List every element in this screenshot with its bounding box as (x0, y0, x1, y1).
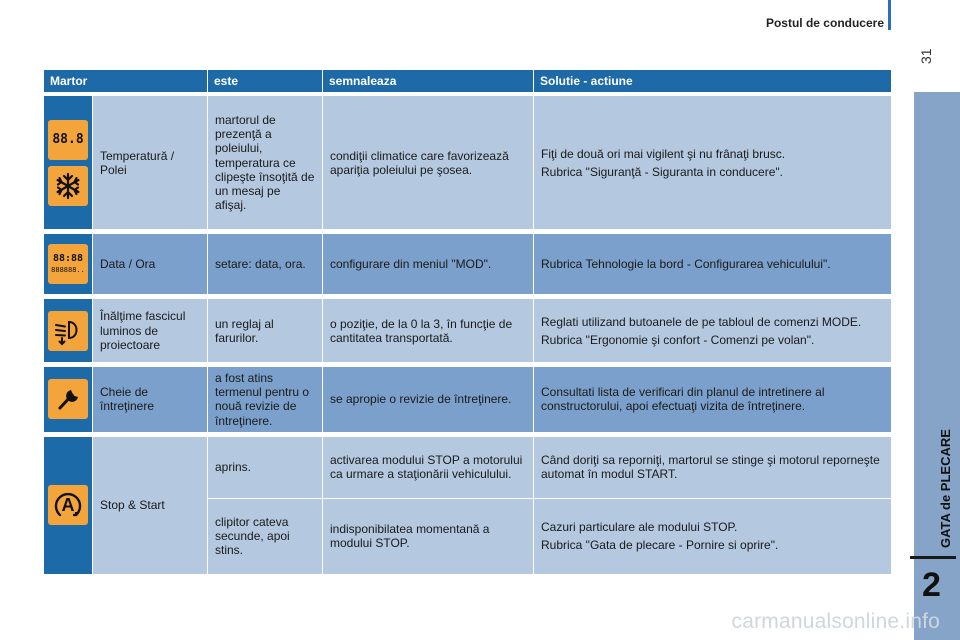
solution-line: Rubrica "Gata de plecare - Pornire si oprire". (541, 538, 779, 553)
row-semnaleaza: condiţii climatice care favorizează apariţia poleiului pe şosea. (323, 96, 534, 230)
stop-start-icon (48, 485, 88, 525)
chapter-label: GATA de PLECARE (938, 429, 953, 548)
row-semnaleaza: activarea modului STOP a motorului ca urmare a staţionării vehiculului. (323, 437, 534, 499)
temperature-display-icon: 88.8 (48, 120, 88, 160)
table-row (44, 234, 892, 295)
solution-line: Cazuri particulare ale modului STOP. (541, 520, 738, 535)
solution-line: Rubrica Tehnologie la bord - Configurarea vehiculului". (541, 257, 831, 272)
page-number-area (918, 42, 938, 68)
row-name: Stop & Start (93, 437, 208, 575)
headlamp-beam-height-icon (48, 311, 88, 351)
chapter-number: 2 (922, 566, 941, 604)
icon-cell (44, 96, 93, 230)
row-name: Data / Ora (93, 234, 208, 295)
row-solutie (534, 437, 892, 499)
row-solutie (534, 234, 892, 295)
row-semnaleaza: indisponibilatea momentană a modului STOP. (323, 499, 534, 575)
solution-line: Reglati utilizand butoanele de pe tabloul de comenzi MODE. (541, 314, 862, 329)
snowflake-icon (48, 166, 88, 206)
chapter-tab-rule (910, 556, 956, 559)
icon-cell (44, 299, 93, 363)
wrench-icon (48, 379, 88, 419)
row-name: Înălţime fascicul luminos de proiectoare (93, 299, 208, 363)
date-time-display-top: 88:88 (52, 253, 84, 265)
table-row (44, 367, 892, 433)
row-semnaleaza: se apropie o revizie de întreţinere. (323, 367, 534, 433)
column-header-martor: Martor (44, 70, 208, 92)
table-row (44, 437, 892, 499)
table-row (44, 299, 892, 363)
row-este: un reglaj al farurilor. (208, 299, 323, 363)
solution-line: Fiţi de două ori mai vigilent şi nu frânaţi brusc. (541, 146, 786, 161)
page-number: 31 (918, 48, 934, 64)
watermark: carmanualsonline.info (731, 610, 940, 633)
row-semnaleaza: configurare din meniul "MOD". (323, 234, 534, 295)
solution-line: Când doriţi sa reporniţi, martorul se stinge şi motorul reporneşte automat în modul START. (541, 453, 880, 482)
row-name: Cheie de întreţinere (93, 367, 208, 433)
row-solutie (534, 499, 892, 575)
row-name: Temperatură / Polei (93, 96, 208, 230)
solution-line: Rubrica "Siguranţă - Siguranta in conducere". (541, 164, 783, 179)
row-semnaleaza: o poziţie, de la 0 la 3, în funcţie de cantitatea transportată. (323, 299, 534, 363)
row-este: aprins. (208, 437, 323, 499)
warning-lights-table (44, 70, 892, 575)
table-header-row (44, 70, 892, 92)
icon-cell (44, 234, 93, 295)
icon-cell (44, 437, 93, 575)
column-header-este: este (208, 70, 323, 92)
page-header-title: Postul de conducere (765, 16, 884, 30)
column-header-semnaleaza: semnaleaza (323, 70, 534, 92)
row-este: setare: data, ora. (208, 234, 323, 295)
row-solutie (534, 367, 892, 433)
header-rule (888, 0, 891, 30)
stop-start-letter: A (61, 494, 75, 515)
row-este: clipitor cateva secunde, apoi stins. (208, 499, 323, 575)
row-solutie (534, 299, 892, 363)
row-este: a fost atins termenul pentru o nouă revizie de întreţinere. (208, 367, 323, 433)
row-este: martorul de prezenţă a poleiului, temperatura ce clipeşte însoţită de un mesaj pe afişaj. (208, 96, 323, 230)
solution-line: Rubrica "Ergonomie şi confort - Comenzi pe volan". (541, 332, 815, 347)
table-row (44, 96, 892, 230)
solution-line: Consultati lista de verificari din planul de intretinere al constructorului, apoi efectuaţi vizita de întreţinere. (541, 385, 825, 414)
date-time-display-icon (48, 244, 88, 284)
row-solutie (534, 96, 892, 230)
column-header-solutie: Solutie - actiune (534, 70, 892, 92)
icon-cell (44, 367, 93, 433)
date-time-display-bottom: 888888.. (51, 266, 85, 275)
